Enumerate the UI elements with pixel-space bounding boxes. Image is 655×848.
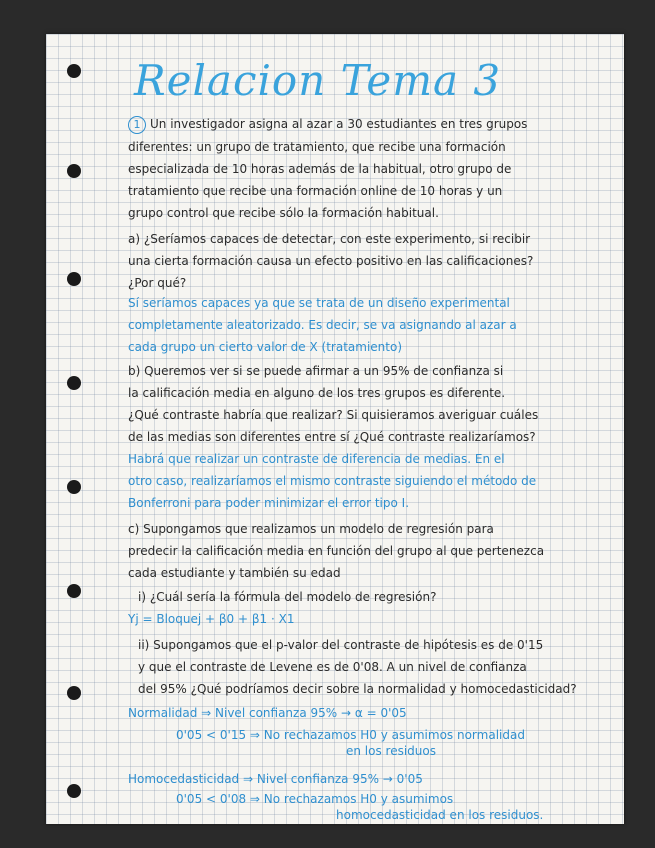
answer-a-line: completamente aleatorizado. Es decir, se va asignando al azar a xyxy=(128,318,517,332)
binder-hole xyxy=(67,164,81,178)
binder-hole xyxy=(67,480,81,494)
intro-line: especializada de 10 horas además de la habitual, otro grupo de xyxy=(128,162,512,176)
homoscedasticity-line: Homocedasticidad ⇒ Nivel confianza 95% → 0'05 xyxy=(128,772,423,786)
question-b-line: ¿Qué contraste habría que realizar? Si quisieramos averiguar cuáles xyxy=(128,408,539,422)
binder-hole xyxy=(67,686,81,700)
answer-i: Yj = Bloquej + β0 + β1 · X1 xyxy=(128,612,295,626)
answer-a-line: cada grupo un cierto valor de X (tratamiento) xyxy=(128,340,403,354)
question-b-line: b) Queremos ver si se puede afirmar a un 95% de confianza si xyxy=(128,364,504,378)
subquestion-ii-line: y que el contraste de Levene es de 0'08. A un nivel de confianza xyxy=(138,660,527,674)
binder-hole xyxy=(67,272,81,286)
answer-a-line: Sí seríamos capaces ya que se trata de un diseño experimental xyxy=(128,296,510,310)
notebook-page xyxy=(46,34,624,824)
question-a-line: a) ¿Seríamos capaces de detectar, con este experimento, si recibir xyxy=(128,232,531,246)
intro-line: tratamiento que recibe una formación online de 10 horas y un xyxy=(128,184,503,198)
subquestion-i: i) ¿Cuál sería la fórmula del modelo de regresión? xyxy=(138,590,437,604)
answer-b-line: otro caso, realizaríamos el mismo contraste siguiendo el método de xyxy=(128,474,537,488)
question-c-line: predecir la calificación media en función del grupo al que pertenezca xyxy=(128,544,545,558)
answer-b-line: Habrá que realizar un contraste de diferencia de medias. En el xyxy=(128,452,505,466)
binder-hole xyxy=(67,64,81,78)
subquestion-ii-line: ii) Supongamos que el p-valor del contraste de hipótesis es de 0'15 xyxy=(138,638,544,652)
homoscedasticity-result: homocedasticidad en los residuos. xyxy=(336,808,544,822)
binder-hole xyxy=(67,784,81,798)
question-a-line: ¿Por qué? xyxy=(128,276,187,290)
subquestion-ii-line: del 95% ¿Qué podríamos decir sobre la normalidad y homocedasticidad? xyxy=(138,682,577,696)
exercise-number: 1 xyxy=(128,116,146,134)
binder-hole xyxy=(67,584,81,598)
question-a-line: una cierta formación causa un efecto positivo en las calificaciones? xyxy=(128,254,534,268)
question-c-line: c) Supongamos que realizamos un modelo de regresión para xyxy=(128,522,494,536)
answer-b-line: Bonferroni para poder minimizar el error tipo I. xyxy=(128,496,410,510)
intro-line: 1 Un investigador asigna al azar a 30 estudiantes en tres grupos xyxy=(128,116,527,134)
intro-line: grupo control que recibe sólo la formación habitual. xyxy=(128,206,439,220)
normality-line: Normalidad ⇒ Nivel confianza 95% → α = 0'05 xyxy=(128,706,407,720)
intro-line: diferentes: un grupo de tratamiento, que recibe una formación xyxy=(128,140,506,154)
question-b-line: la calificación media en alguno de los tres grupos es diferente. xyxy=(128,386,506,400)
question-b-line: de las medias son diferentes entre sí ¿Qué contraste realizaríamos? xyxy=(128,430,536,444)
question-c-line: cada estudiante y también su edad xyxy=(128,566,341,580)
normality-result: 0'05 < 0'15 ⇒ No rechazamos H0 y asumimos normalidad xyxy=(176,728,525,742)
binder-hole xyxy=(67,376,81,390)
homoscedasticity-result: 0'05 < 0'08 ⇒ No rechazamos H0 y asumimos xyxy=(176,792,454,806)
normality-result: en los residuos xyxy=(346,744,436,758)
page-title: Relacion Tema 3 xyxy=(134,56,502,105)
